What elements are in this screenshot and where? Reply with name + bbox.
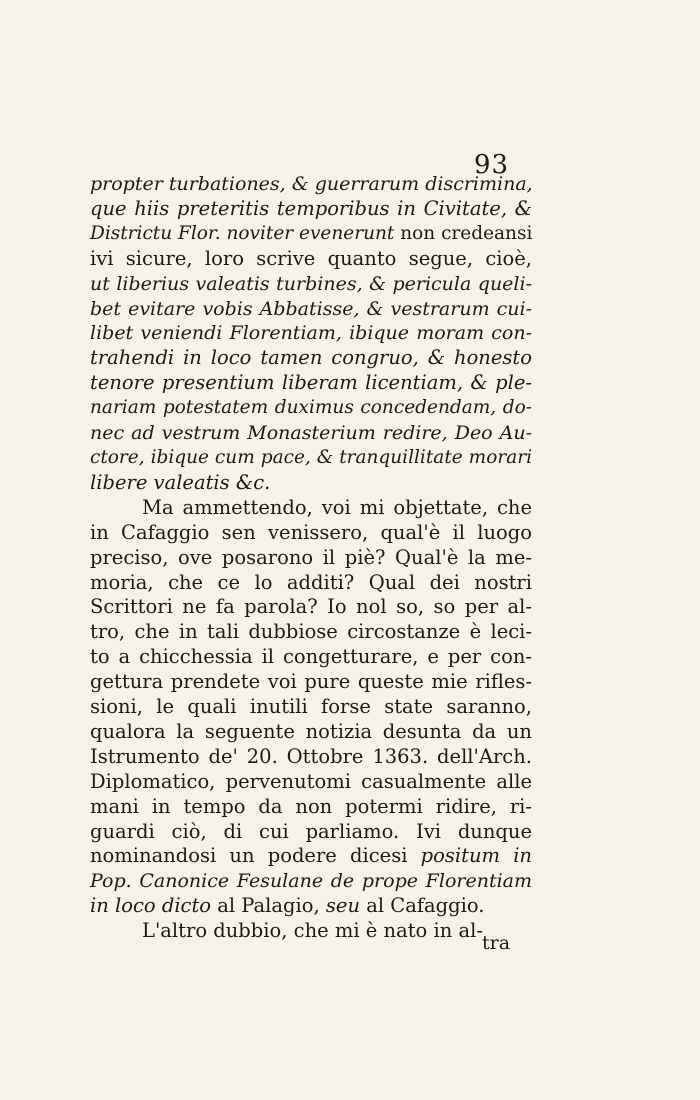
text-line [90,546,532,571]
text-line [90,919,532,944]
roman-text: al Cafaggio. [360,894,485,918]
italic-text: nec ad vestrum Monasterium redire, Deo Au- [90,422,532,445]
text-line [90,172,532,197]
italic-text: libet veniendi Florentiam, ibique moram con- [90,322,532,345]
italic-text: Districtu Flor. noviter evenerunt [90,222,395,244]
roman-text: preciso, ove posarono il piè? Qual'è la me- [90,545,532,569]
text-line [90,222,532,247]
text-line [90,446,532,471]
roman-text: L'altro dubbio, che mi è nato in al- [142,919,483,943]
roman-text: tro, che in tali dubbiose circostanze è leci- [90,620,532,644]
roman-text: to a chicchessia il congetturare, e per con- [90,645,532,669]
roman-text: moria, che ce lo additi? Qual dei nostri [90,570,532,594]
italic-text: ctore, ibique cum pace, & tranquillitate morari [90,446,532,468]
roman-text: nominandosi un podere dicesi [90,844,421,868]
text-line [90,695,532,720]
italic-text: bet evitare vobis Abbatisse, & vestrarum cui- [90,297,532,320]
text-line [90,620,532,645]
roman-text: Diplomatico, pervenutomi casualmente alle [90,769,532,793]
text-line [90,595,532,620]
roman-text: non credeansi [394,222,533,244]
paragraph-l-altro [90,919,532,944]
text-line [90,471,532,496]
roman-text: Ma ammettendo, voi mi objettate, che [142,495,532,519]
text-line [90,869,532,894]
text-line [90,197,532,222]
text-line [90,571,532,596]
text-line [90,745,532,770]
text-line [90,247,532,272]
text-line [90,770,532,795]
text-line [90,795,532,820]
roman-text: sioni, le quali inutili forse state saranno, [90,695,532,719]
text-line [90,272,532,297]
roman-text: guardi ciò, di cui parliamo. Ivi dunque [90,819,532,843]
text-line [90,820,532,845]
italic-text: libere valeatis &c. [90,470,271,494]
text-line [90,844,532,869]
latin-quote [90,172,532,496]
italic-text: tenore presentium liberam licentiam, & ple- [90,371,532,395]
paragraph-ma-ammettendo [90,496,532,919]
text-line [90,670,532,695]
text-line [90,321,532,346]
italic-text: que hiis preteritis temporibus in Civitate, & [90,196,532,220]
roman-text: Istrumento de' 20. Ottobre 1363. dell'Arch. [90,744,532,768]
italic-text: in loco dicto [90,894,212,918]
italic-text: positum in [420,844,532,868]
italic-text: ut liberius valeatis turbines, & pericula queli- [90,272,532,295]
italic-text: Pop. Canonice Fesulane de prope Florentiam [90,870,532,893]
italic-text: nariam potestatem duximus concedendam, do- [90,397,532,419]
text-line [90,371,532,396]
roman-text: gettura prendete voi pure queste mie rifles- [90,670,532,694]
roman-text: Scrittori ne fa parola? Io nol so, so per al- [90,595,532,619]
text-line [90,346,532,371]
roman-text: al Palagio, [211,894,326,918]
roman-text: mani in tempo da non potermi ridire, ri- [90,794,532,818]
text-line [90,894,532,919]
text-line [90,720,532,745]
text-line [90,645,532,670]
catchword: tra [482,932,511,954]
page-number: 93 [474,150,510,180]
body-text [90,172,532,944]
text-line [90,521,532,546]
roman-text: qualora la seguente notizia desunta da un [90,719,532,743]
text-line [90,421,532,446]
italic-text: seu [325,894,361,918]
italic-text: trahendi in loco tamen congruo, & honesto [90,346,532,370]
roman-text: in Cafaggio sen venissero, qual'è il luogo [90,520,532,544]
text-line [90,396,532,421]
roman-text: ivi sicure, loro scrive quanto segue, cioè, [90,246,532,270]
italic-text: propter turbationes, & guerrarum discrimina, [90,173,533,195]
text-line [90,297,532,322]
text-line [90,496,532,521]
